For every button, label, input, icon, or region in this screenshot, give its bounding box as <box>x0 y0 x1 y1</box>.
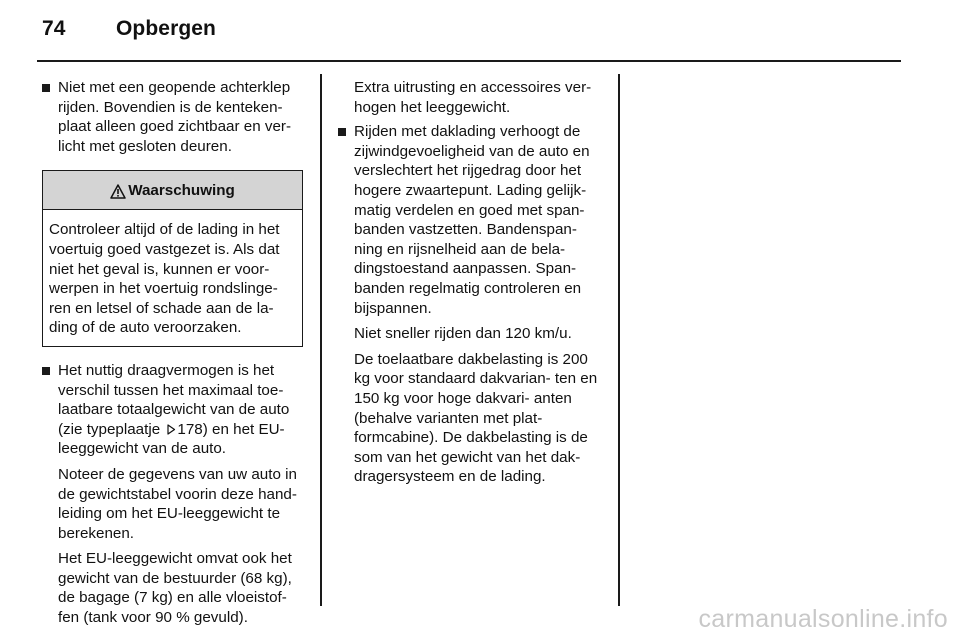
header-divider <box>37 60 901 62</box>
paragraph: Extra uitrusting en accessoires ver- hogen het leeggewicht. <box>354 79 592 116</box>
column-divider-right <box>618 74 620 606</box>
page-number: 74 <box>42 17 66 40</box>
page-title: Opbergen <box>116 17 216 40</box>
bullet-text-part1: Het nuttig draagvermogen is het verschil tussen het maximaal toe- laatbare totaalgewicht van de auto (zie typeplaatje <box>58 361 290 438</box>
warning-triangle-icon <box>110 184 126 199</box>
arrow-right-outline-icon <box>166 421 176 432</box>
page-reference[interactable]: 178 <box>177 420 203 438</box>
square-bullet <box>42 84 50 92</box>
page-header <box>42 17 216 49</box>
bullet-item <box>42 361 307 459</box>
column-divider-left <box>320 74 322 606</box>
middle-column <box>338 78 606 492</box>
bullet-text: Rijden met daklading verhoogt de zijwindgevoeligheid van de auto en verslechtert het rijgedrag door het hogere zwaartepunt. Lading gelijk- matig verdelen en goed met span- banden vastzetten. Bandenspan- ning en rijsnelheid aan de bela- dingstoestand aanpassen. Span- banden regelmatig controleren en bijspannen. <box>354 123 590 317</box>
square-bullet <box>42 367 50 375</box>
paragraph: Noteer de gegevens van uw auto in de gewichtstabel voorin deze hand- leiding om het EU-leeggewicht te berekenen. <box>58 465 297 542</box>
bullet-item <box>42 78 307 156</box>
bullet-text-part2: ) en het EU- leeggewicht van de auto. <box>58 420 285 458</box>
bullet-item <box>338 122 606 318</box>
warning-header <box>43 171 302 210</box>
warning-body: Controleer altijd of de lading in het voertuig goed vastgezet is. Als dat niet het geval is, kunnen er voor- werpen in het voertuig rondslinge- ren en letsel of schade aan de la- ding of de auto veroorzaken. <box>49 221 280 337</box>
paragraph: Het EU-leeggewicht omvat ook het gewicht van de bestuurder (68 kg), de bagage (7 kg) en alle vloeistof- fen (tank voor 90 % gevuld). <box>58 550 292 627</box>
left-column <box>42 78 307 633</box>
bullet-text: Niet met een geopende achterklep rijden. Bovendien is de kenteken- plaat alleen goed zichtbaar en ver- licht met gesloten deuren. <box>58 79 292 155</box>
watermark: carmanualsonline.info <box>698 605 948 633</box>
paragraph: De toelaatbare dakbelasting is 200 kg voor standaard dakvarian- ten en 150 kg voor hoge dakvari- anten (behalve varianten met plat- formcabine). De dakbelasting is de som van het gewicht van het dak- dragersysteem en de lading. <box>354 350 598 486</box>
paragraph: Niet sneller rijden dan 120 km/u. <box>354 325 572 343</box>
warning-box <box>42 170 303 347</box>
square-bullet <box>338 128 346 136</box>
warning-title: Waarschuwing <box>128 181 235 199</box>
